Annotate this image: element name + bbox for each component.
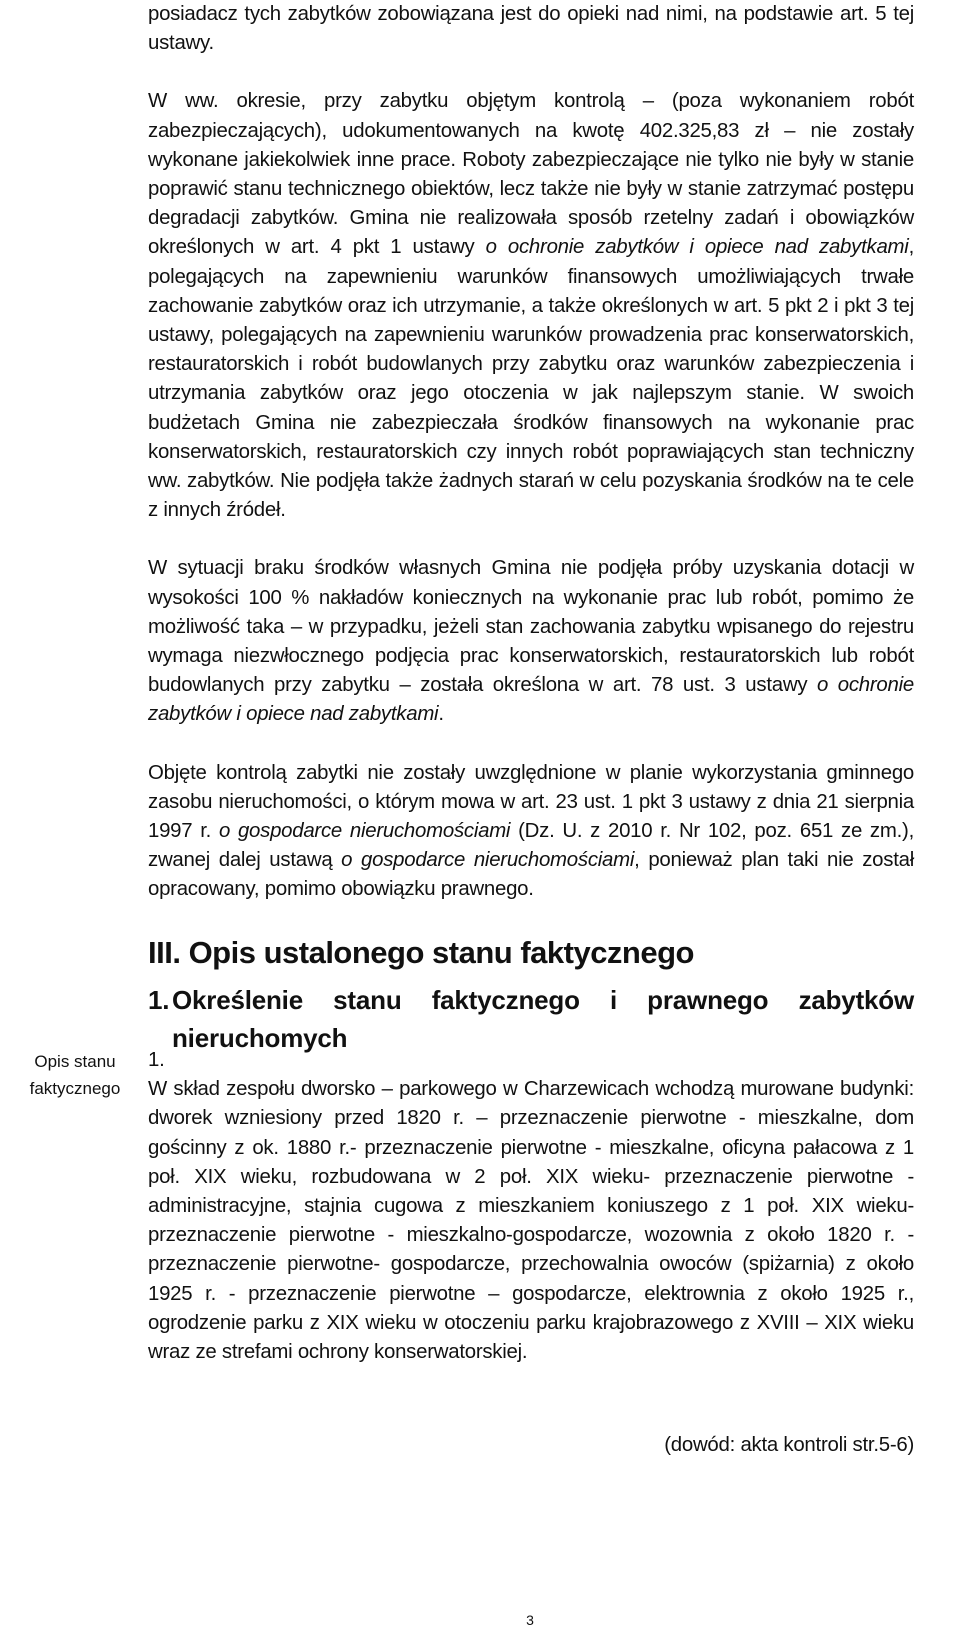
body-text-bottom bbox=[148, 1046, 914, 1367]
paragraph-duty: posiadacz tych zabytków zobowiązana jest do opieki nad nimi, na podstawie art. 5 tej ustawy. bbox=[148, 3, 914, 55]
paragraph-subsidy-text-a: W sytuacji braku środków własnych Gmina nie podjęła próby uzyskania dotacji w wysokości 100 % nakładów koniecznych na wykonanie prac lub robót, pomimo że możliwość taka – w przypadku, jeżeli stan zachowania zabytku wpisanego do rejestru wymaga niezwłocznego podjęcia prac konserwatorskich, restauratorskich lub robót budowlanych przy zabytku – została określona w art. 78 ust. 3 ustawy bbox=[148, 557, 914, 697]
paragraph-works-text-a: W ww. okresie, przy zabytku objętym kontrolą – (poza wykonaniem robót zabezpieczających), udokumentowanych na kwotę 402.325,83 zł – nie zostały wykonane jakiekolwiek inne prace. Roboty zabezpieczające nie tylko nie były w stanie poprawić stanu technicznego obiektów, lecz także nie były w stanie zatrzymać postępu degradacji zabytków. Gmina nie realizowała sposób rzetelny zadań i obowiązków określonych w art. 4 pkt 1 ustawy bbox=[148, 90, 914, 259]
item-number: 1. bbox=[148, 1049, 165, 1071]
body-text-top bbox=[148, 0, 914, 905]
evidence-reference: (dowód: akta kontroli str.5-6) bbox=[664, 1434, 914, 1456]
act-title-italic: o ochronie zabytków i opiece nad zabytkami bbox=[148, 674, 914, 726]
paragraph-subsidy-text-c: . bbox=[438, 703, 444, 726]
page-number: 3 bbox=[526, 1612, 534, 1628]
section-heading: III. Opis ustalonego stanu faktycznego bbox=[148, 935, 694, 970]
act-title-italic: o ochronie zabytków i opiece nad zabytkami bbox=[485, 236, 909, 259]
paragraph-plan-text-c: (Dz. U. z 2010 r. Nr 102, poz. 651 ze zm.), zwanej dalej ustawą bbox=[148, 820, 914, 872]
act-title-italic: o gospodarce nieruchomościami bbox=[341, 849, 635, 872]
paragraph-plan-text-e: , ponieważ plan taki nie został opracowany, pomimo obowiązku prawnego. bbox=[148, 849, 914, 901]
paragraph-plan bbox=[148, 759, 914, 905]
paragraph-works bbox=[148, 87, 914, 525]
paragraph-complex: W skład zespołu dworsko – parkowego w Charzewicach wchodzą murowane budynki: dworek wzniesiony przed 1820 r. – przeznaczenie pierwotne - mieszkalne, dom gościnny z ok. 1880 r.- przeznaczenie pierwotne - mieszkalne, oficyna pałacowa z 1 poł. XIX wieku, rozbudowana w 2 poł. XIX wieku- przeznaczenie pierwotne - administracyjne, stajnia cugowa z mieszkaniem koniuszego z 1 poł. XIX wieku- przeznaczenie pierwotne - mieszkalno-gospodarcze, wozownia z około 1820 r. - przeznaczenie pierwotne- gospodarcze, przechowalnia owoców (spiżarnia) z około 1925 r. - przeznaczenie pierwotne – gospodarcze, elektrownia z około 1925 r., ogrodzenie parku z XIX wieku w otoczeniu parku krajobrazowego z XVIII – XIX wieku wraz ze strefami ochrony konserwatorskiej. bbox=[148, 1078, 914, 1364]
paragraph-plan-text-a: Objęte kontrolą zabytki nie zostały uwzględnione w planie wykorzystania gminnego zasobu nieruchomości, o którym mowa w art. 23 ust. 1 pkt 3 ustawy z dnia 21 sierpnia 1997 r. bbox=[148, 761, 914, 843]
margin-note: Opis stanu faktycznego bbox=[29, 1052, 121, 1098]
act-title-italic: o gospodarce nieruchomościami bbox=[218, 820, 511, 843]
subsection-title: Określenie stanu faktycznego i prawnego zabytków nieruchomych bbox=[172, 985, 914, 1053]
paragraph-subsidy bbox=[148, 554, 914, 729]
paragraph-works-text-c: , polegających na zapewnieniu warunków finansowych umożliwiających trwałe zachowanie zabytków oraz ich utrzymanie, a także określonych w art. 5 pkt 2 i pkt 3 tej ustawy, polegających na zapewnieniu warunków prowadzenia prac konserwatorskich, restauratorskich i robót budowlanych przy zabytku oraz warunków zabezpieczenia i utrzymania zabytków oraz jego otoczenia w jak najlepszym stanie. W swoich budżetach Gmina nie zabezpieczała środków finansowych na wykonanie prac konserwatorskich, restauratorskich czy innych robót poprawiających stan techniczny ww. zabytków. Nie podjęła także żadnych starań w celu pozyskania środków na te cele z innych źródeł. bbox=[148, 236, 914, 522]
subsection-number: 1. bbox=[148, 985, 170, 1015]
